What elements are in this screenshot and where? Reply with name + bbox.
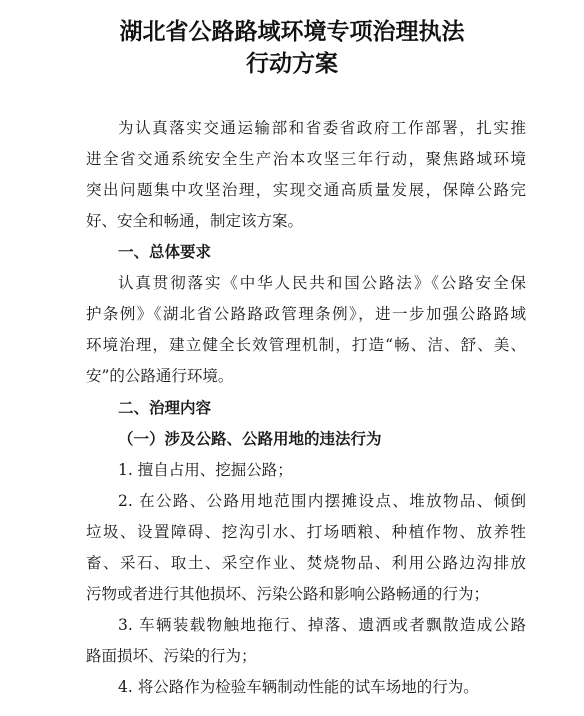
list-item-2-line: 垃圾、设置障碍、挖沟引水、打场晒粮、种植作物、放养牲 [86, 523, 526, 541]
intro-line: 突出问题集中攻坚治理，实现交通高质量发展，保障公路完 [86, 181, 526, 199]
list-item-3-line: 3. 车辆装载物触地拖行、掉落、遗洒或者飘散造成公路 [118, 616, 526, 634]
list-item-2-line: 畜、采石、取土、采空作业、焚烧物品、利用公路边沟排放 [86, 554, 526, 572]
intro-line: 为认真落实交通运输部和省委省政府工作部署，扎实推 [118, 119, 526, 137]
subsection-heading: （一）涉及公路、公路用地的违法行为 [118, 430, 382, 448]
document-title-line-2: 行动方案 [246, 51, 338, 77]
section1-line: 认真贯彻落实《中华人民共和国公路法》《公路安全保 [118, 274, 526, 292]
list-item-2-line: 2. 在公路、公路用地范围内摆摊设点、堆放物品、倾倒 [118, 492, 526, 510]
intro-line: 好、安全和畅通，制定该方案。 [86, 212, 304, 230]
list-item-1: 1. 擅自占用、挖掘公路； [118, 461, 293, 479]
section1-line: 环境治理，建立健全长效管理机制，打造“畅、洁、舒、美、 [86, 336, 526, 354]
section1-line: 护条例》《湖北省公路路政管理条例》，进一步加强公路路域 [86, 305, 526, 323]
list-item-3-line: 路面损坏、污染的行为； [86, 647, 257, 665]
section1-line: 安”的公路通行环境。 [86, 367, 234, 385]
section-heading-general-requirements: 一、总体要求 [118, 243, 212, 261]
list-item-4: 4. 将公路作为检验车辆制动性能的试车场地的行为。 [118, 678, 479, 696]
intro-line: 进全省交通系统安全生产治本攻坚三年行动，聚焦路域环境 [86, 150, 526, 168]
document-title-line-1: 湖北省公路路域环境专项治理执法 [119, 19, 465, 45]
section-heading-governance-content: 二、治理内容 [118, 399, 212, 417]
list-item-2-line: 污物或者进行其他损坏、污染公路和影响公路畅通的行为； [86, 585, 490, 603]
